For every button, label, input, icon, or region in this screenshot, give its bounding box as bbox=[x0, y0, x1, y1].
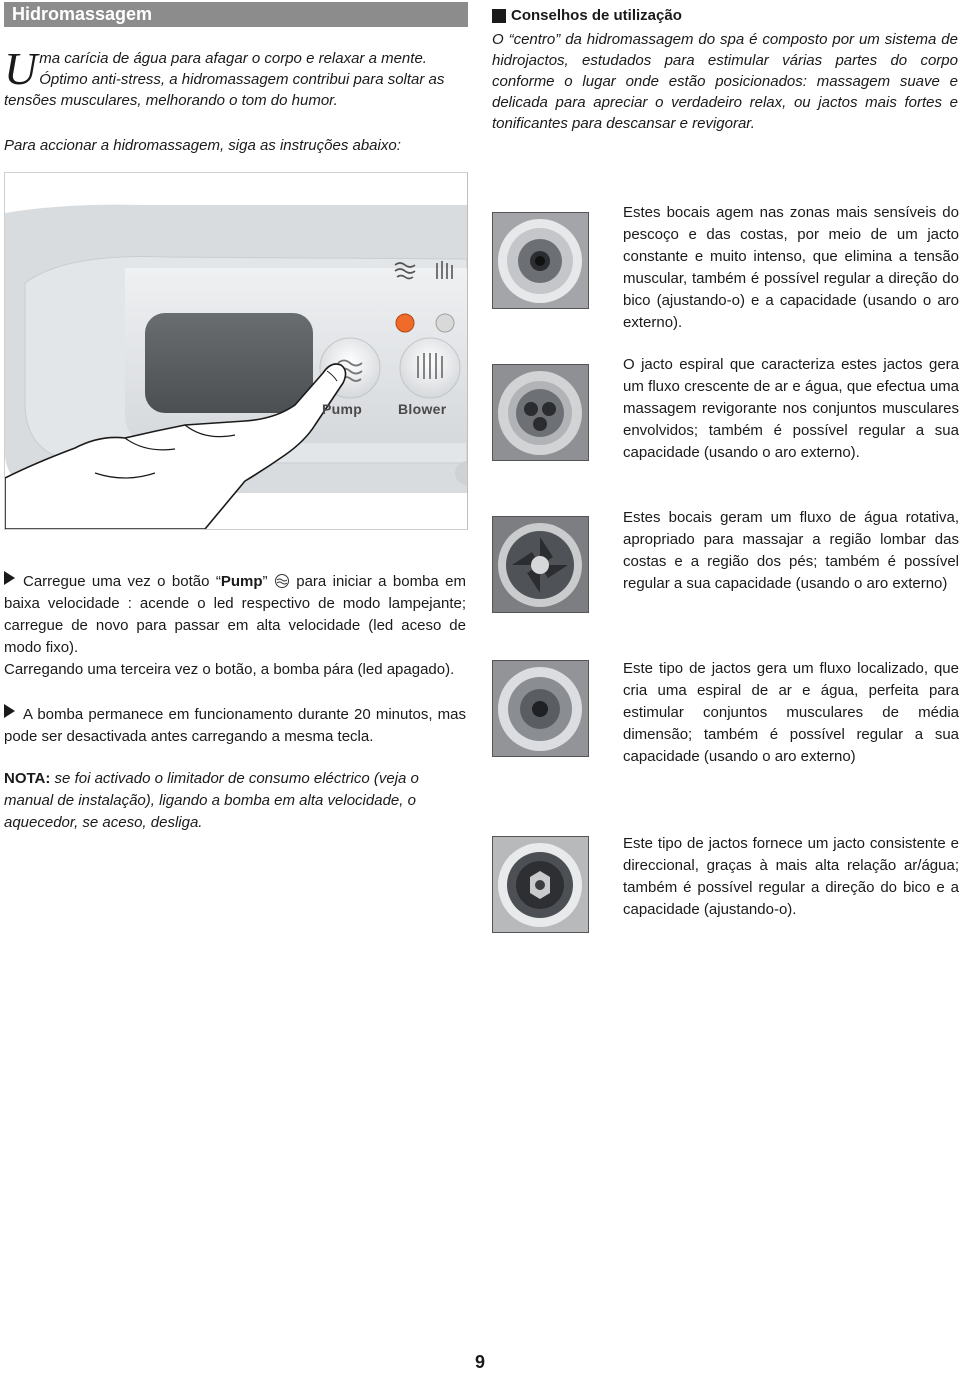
jet-description-1: Estes bocais agem nas zonas mais sensíveis do pescoço e das costas, por meio de um jacto constante e muito intenso, que elimina a tensão muscular, também é possível regular a direção do bico (ajustando-o) e a capacidade (usando o aro externo). bbox=[623, 204, 959, 331]
jet-nozzle-localized-icon bbox=[493, 661, 588, 756]
jet-image-2 bbox=[492, 364, 589, 461]
jet-image-5 bbox=[492, 836, 589, 933]
jet-nozzle-rotary-icon bbox=[493, 517, 588, 612]
jet-description-5: Este tipo de jactos fornece um jacto consistente e direccional, graças à mais alta relação ar/água; também é possível regular a direção do bico e a capacidade (ajustando-o). bbox=[623, 835, 959, 918]
jet-description-2: O jacto espiral que caracteriza estes jactos gera um fluxo crescente de ar e água, que efectua uma massagem revigorante nos conjuntos musculares envolvidos; também é possível regular a sua capacidade (usando o aro externo). bbox=[623, 356, 959, 461]
jet-description-4: Este tipo de jactos gera um fluxo localizado, que cria uma espiral de ar e água, perfeita para estimular conjuntos musculares de média dimensão; também é possível regular a sua capacidade (usando o aro externo) bbox=[623, 660, 959, 765]
triangle-bullet-icon bbox=[4, 704, 15, 718]
jet-image-1 bbox=[492, 212, 589, 309]
blower-label: Blower bbox=[398, 401, 447, 417]
jet-nozzle-single-icon bbox=[493, 213, 588, 308]
section-title: Hidromassagem bbox=[4, 2, 468, 27]
step1-extra: Carregando uma terceira vez o botão, a bomba pára (led apagado). bbox=[4, 661, 455, 678]
note-label: NOTA: bbox=[4, 770, 51, 787]
note-paragraph bbox=[4, 768, 470, 834]
step1-prefix: Carregue uma vez o botão bbox=[23, 573, 216, 590]
jet-nozzle-spiral-icon bbox=[493, 365, 588, 460]
blower-led bbox=[436, 314, 454, 332]
jet-description-3: Estes bocais geram um fluxo de água rotativa, apropriado para massajar a região lombar das costas e a região dos pés; também é possível regular a sua capacidade (usando o aro externo) bbox=[623, 509, 959, 592]
control-panel-drawing bbox=[5, 173, 467, 529]
jet-nozzle-directional-icon bbox=[493, 837, 588, 932]
page-number: 9 bbox=[474, 1352, 485, 1372]
instruction-step-2 bbox=[4, 704, 466, 748]
triangle-bullet-icon bbox=[4, 571, 15, 585]
intro-text: ma carícia de água para afagar o corpo e relaxar a mente. Óptimo anti-stress, a hidromassagem contribui para soltar as tensões musculares, melhorando o tom do humor. bbox=[4, 50, 445, 109]
tips-title: Conselhos de utilização bbox=[511, 7, 682, 24]
instruction-step-1: Carregue uma vez o botão “Pump” para iniciar a bomba em baixa velocidade : acende o led respectivo de modo lampejante; carregue de novo para passar em alta velocidade (led aceso de modo fixo). Carregando uma terceira vez o botão, a bomba pára (led apagado). bbox=[4, 573, 466, 678]
tips-heading bbox=[492, 7, 682, 24]
display-window bbox=[145, 313, 313, 413]
jet-image-3 bbox=[492, 516, 589, 613]
tips-body: O “centro” da hidromassagem do spa é composto por um sistema de hidrojactos, estudados para estimular várias partes do corpo conforme o lugar onde estão posicionados: massagem suave e delicada para apreciar o verdadeiro relax, ou jactos mais fortes e tonificantes para descansar e revigorar. bbox=[492, 31, 958, 132]
step2-text: A bomba permanece em funcionamento durante 20 minutos, mas pode ser desactivada antes carregando a mesma tecla. bbox=[4, 706, 466, 745]
pump-inline-icon bbox=[274, 574, 290, 588]
pump-led bbox=[396, 314, 414, 332]
control-panel-illustration bbox=[4, 172, 468, 530]
intro-paragraph bbox=[4, 43, 470, 111]
instructions-lead: Para accionar a hidromassagem, siga as instruções abaixo: bbox=[4, 137, 401, 154]
pump-label: Pump bbox=[322, 401, 363, 417]
step1-button-name: Pump bbox=[220, 573, 263, 590]
square-bullet-icon bbox=[492, 9, 506, 23]
drop-cap: U bbox=[4, 43, 38, 94]
jet-image-4 bbox=[492, 660, 589, 757]
note-text: se foi activado o limitador de consumo eléctrico (veja o manual de instalação), ligando a bomba em alta velocidade, o aquecedor, se aceso, desliga. bbox=[4, 770, 419, 831]
blower-button[interactable] bbox=[400, 338, 460, 398]
step1-suffix: para iniciar a bomba em baixa velocidade : acende o led respectivo de modo lampejante; carregue de novo para passar em alta velocidade (led aceso de modo fixo). bbox=[4, 573, 466, 656]
